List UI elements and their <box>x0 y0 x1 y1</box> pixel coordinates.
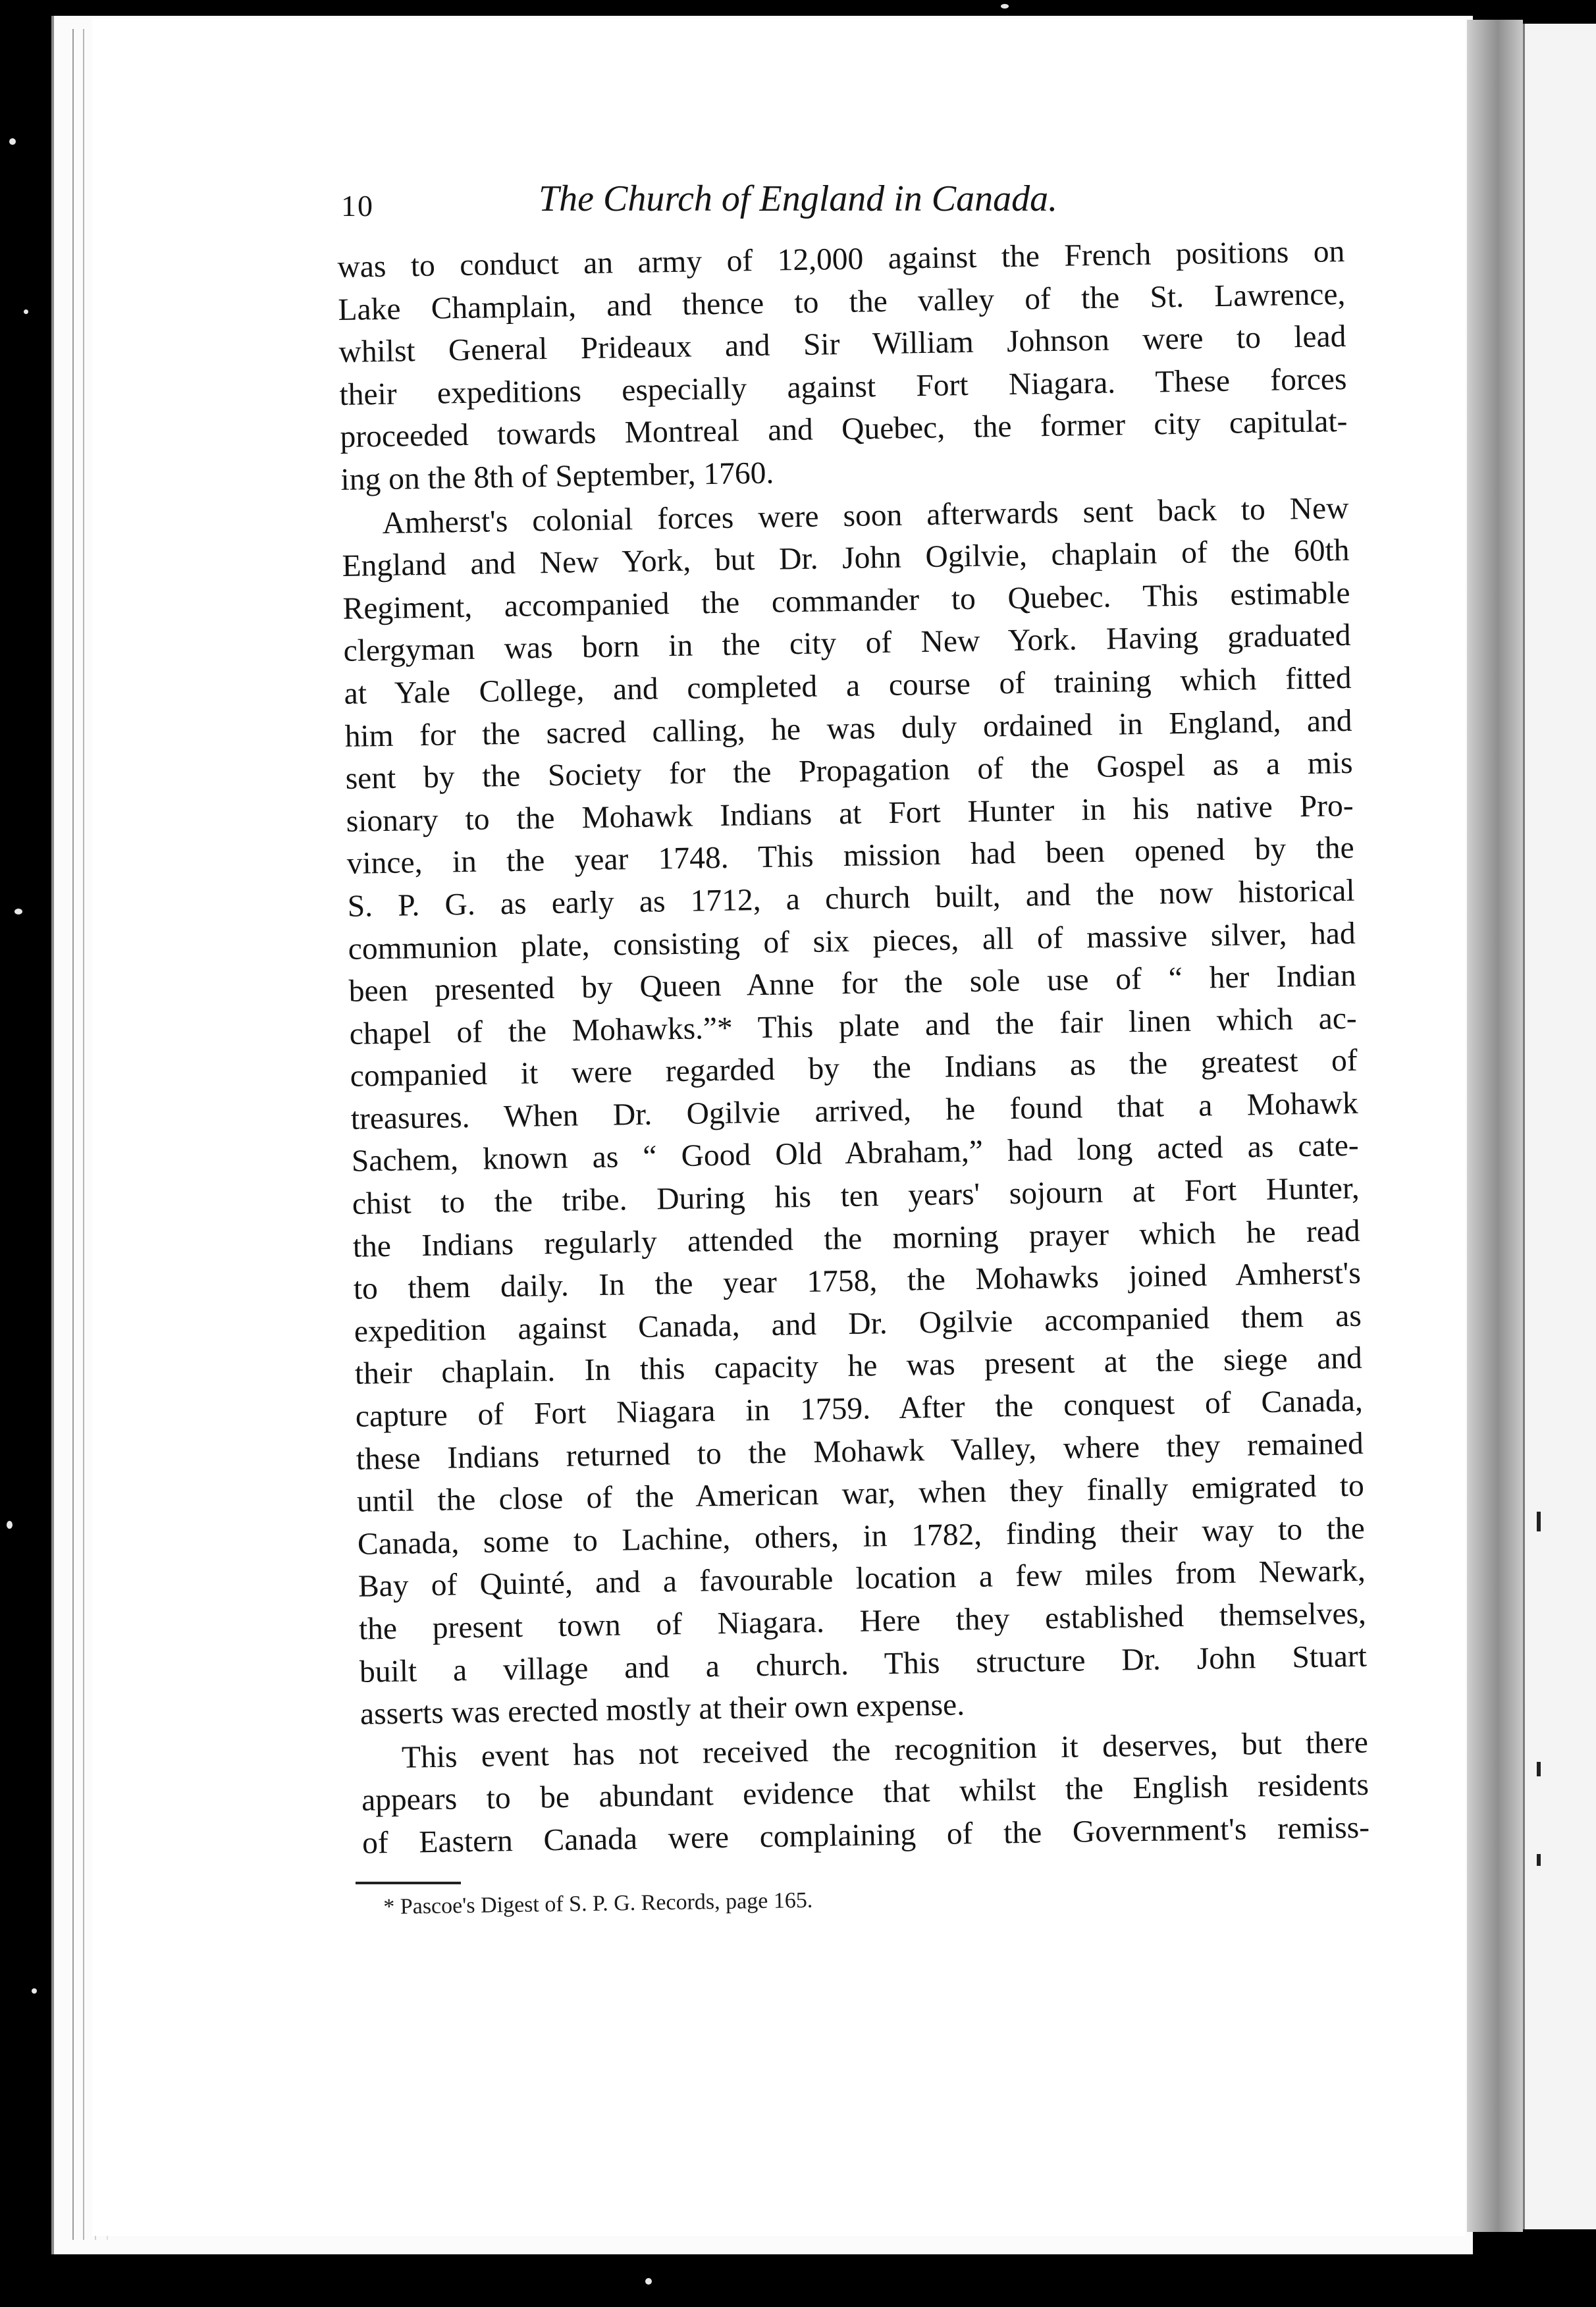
text-line: Regiment, accompanied the commander to Quebec. This estimable <box>342 575 1350 626</box>
text-line: built a village and a church. This structure Dr. John Stuart <box>359 1639 1368 1689</box>
text-line: clergyman was born in the city of New York. Having graduated <box>343 618 1351 669</box>
scan-speck <box>7 1521 13 1529</box>
page-header <box>341 170 1355 242</box>
text-line: sent by the Society for the Propagation of the Gospel as a mis <box>345 745 1353 797</box>
text-line: chist to the tribe. During his ten years' sojourn at Fort Hunter, <box>352 1171 1360 1221</box>
text-line: Lake Champlain, and thence to the valley of the St. Lawrence, <box>338 277 1346 327</box>
text-line: companied it were regarded by the Indians as the greatest of <box>350 1044 1358 1094</box>
scan-speck <box>24 309 28 314</box>
text-line: was to conduct an army of 12,000 against the French positions on <box>337 234 1345 284</box>
text-line: ing on the 8th of September, 1760. <box>340 456 774 497</box>
facing-page-ink <box>1537 1512 1541 1531</box>
facing-page-ink <box>1537 1854 1541 1866</box>
text-line: proceeded towards Montreal and Quebec, the former city capitulat- <box>340 404 1348 455</box>
text-line: their expeditions especially against Fort Niagara. These forces <box>339 361 1347 412</box>
footnote: * Pascoe's Digest of S. P. G. Records, page 165. <box>383 1888 813 1919</box>
page-number: 10 <box>341 189 374 223</box>
text-line: This event has not received the recognition it deserves, but there <box>401 1725 1369 1775</box>
text-line: him for the sacred calling, he was duly ordained in England, and <box>344 703 1352 754</box>
text-line: been presented by Queen Anne for the sole use of “ her Indian <box>348 958 1357 1009</box>
scan-speck <box>645 2278 652 2285</box>
text-line: to them daily. In the year 1758, the Mohawks joined Amherst's <box>353 1256 1362 1307</box>
text-line: vince, in the year 1748. This mission had been opened by the <box>346 831 1354 882</box>
text-line: until the close of the American war, when they finally emigrated to <box>356 1468 1365 1519</box>
text-line: S. P. G. as early as 1712, a church built, and the now historical <box>347 873 1355 924</box>
book-gutter <box>1467 20 1523 2232</box>
facing-page-edge <box>1523 24 1596 2229</box>
scan-speck <box>14 909 22 915</box>
running-head: The Church of England in Canada. <box>539 178 1058 219</box>
text-line: communion plate, consisting of six pieces, all of massive silver, had <box>348 916 1356 967</box>
text-line: Amherst's colonial forces were soon afterwards sent back to New <box>382 491 1349 541</box>
text-line: at Yale College, and completed a course of training which fitted <box>344 660 1352 711</box>
text-line: sionary to the Mohawk Indians at Fort Hunter in his native Pro- <box>346 788 1354 839</box>
text-line: appears to be abundant evidence that whilst the English residents <box>361 1768 1370 1818</box>
footnote-rule <box>356 1882 461 1884</box>
text-line: their chaplain. In this capacity he was present at the siege and <box>354 1341 1363 1392</box>
text-line: England and New York, but Dr. John Ogilvie, chaplain of the 60th <box>342 533 1350 584</box>
text-line: Canada, some to Lachine, others, in 1782, finding their way to the <box>357 1511 1366 1562</box>
text-line: the Indians regularly attended the morning prayer which he read <box>352 1213 1361 1264</box>
scan-speck <box>32 1988 37 1994</box>
text-line: these Indians returned to the Mohawk Valley, where they remained <box>356 1426 1364 1477</box>
text-line: asserts was erected mostly at their own expense. <box>359 1687 965 1732</box>
text-line: of Eastern Canada were complaining of the Government's remiss- <box>361 1810 1370 1861</box>
facing-page-ink <box>1537 1762 1541 1776</box>
text-line: whilst General Prideaux and Sir William Johnson were to lead <box>338 319 1346 370</box>
text-line: capture of Fort Niagara in 1759. After the conquest of Canada, <box>355 1383 1364 1434</box>
text-line: Bay of Quinté, and a favourable location a few miles from Newark, <box>358 1554 1366 1604</box>
text-line: treasures. When Dr. Ogilvie arrived, he found that a Mohawk <box>350 1086 1359 1136</box>
scan-speck <box>9 138 16 145</box>
text-line: the present town of Niagara. Here they established themselves, <box>358 1596 1367 1647</box>
body-text <box>337 230 1370 1865</box>
scan-speck <box>1001 4 1009 9</box>
text-line: chapel of the Mohawks.”* This plate and the fair linen which ac- <box>349 1001 1358 1051</box>
text-line: Sachem, known as “ Good Old Abraham,” had long acted as cate- <box>351 1128 1360 1179</box>
text-line: expedition against Canada, and Dr. Ogilvie accompanied them as <box>354 1298 1362 1349</box>
